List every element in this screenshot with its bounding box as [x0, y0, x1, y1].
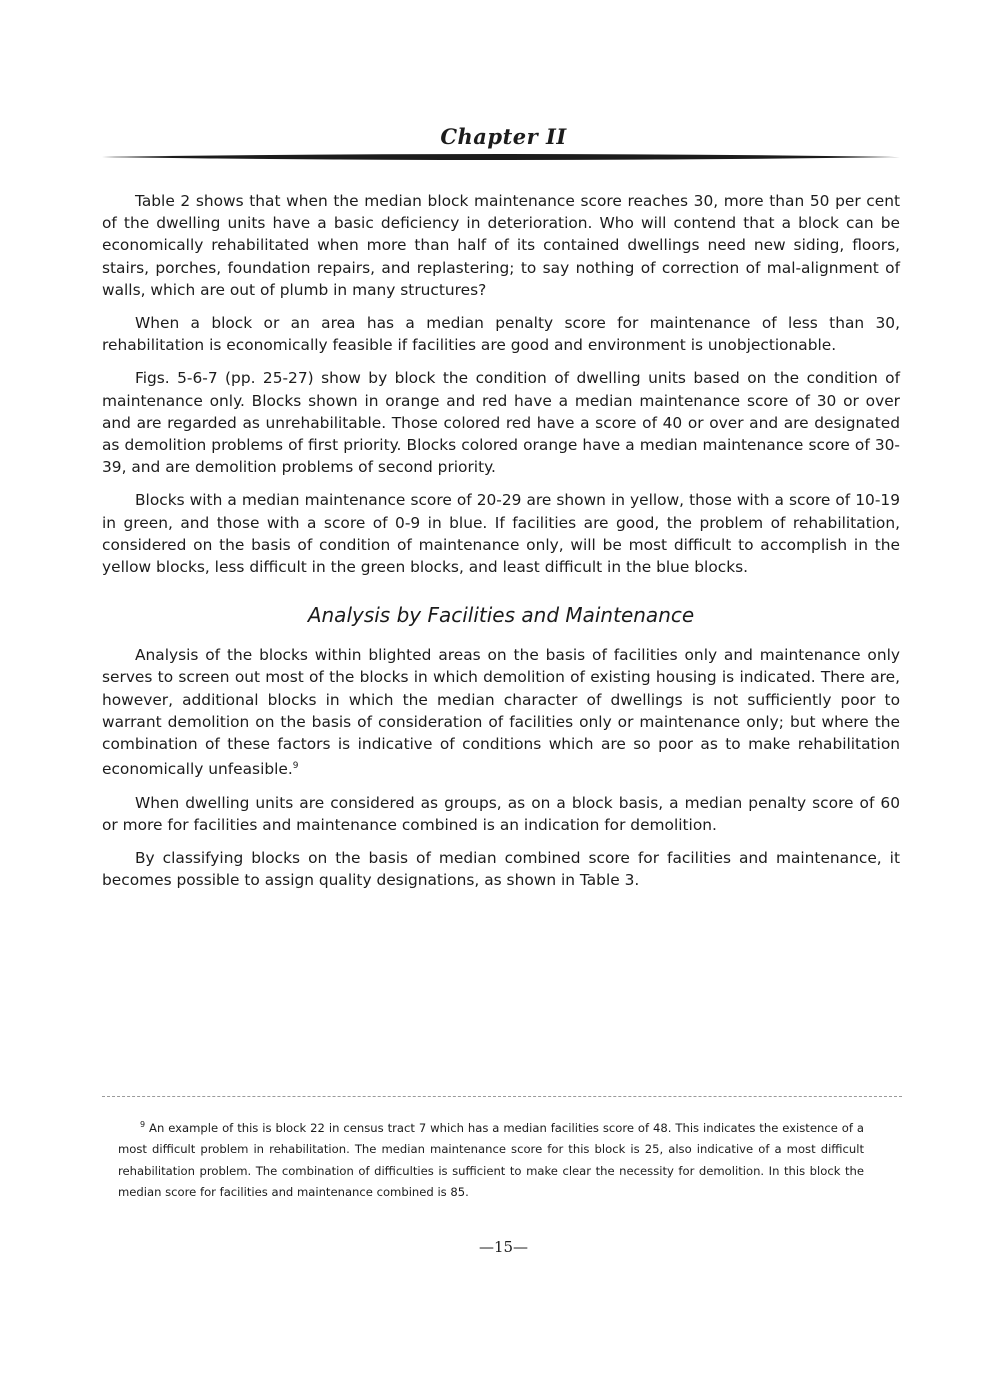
- page-number: —15—: [478, 1238, 529, 1256]
- section-paragraph-3: By classifying blocks on the basis of median combined score for facilities and maintenance, it becomes possible to assign quality designations, as shown in Table 3.: [102, 849, 900, 890]
- main-text: [102, 190, 900, 902]
- paragraph-4: Blocks with a median maintenance score of 20-29 are shown in yellow, those with a score of 10-19 in green, and those with a score of 0-9 in blue. If facilities are good, the problem of rehabilitation, considered on the basis of condition of maintenance only, will be most difficult to accomplish in the yellow blocks, less difficult in the green blocks, and least difficult in the blue blocks.: [102, 491, 900, 577]
- footnote: [118, 1114, 864, 1204]
- paragraph-3: Figs. 5-6-7 (pp. 25-27) show by block the condition of dwelling units based on the condition of maintenance only. Blocks shown in orange and red have a median maintenance score of 30 or over and are regarded as unrehabilitable. Those colored red have a score of 40 or over and are designated as demolition problems of first priority. Blocks colored orange have a median maintenance score of 30-39, and are demolition problems of second priority.: [102, 369, 900, 477]
- footnote-reference: 9: [292, 761, 299, 772]
- title-rule: [102, 151, 900, 165]
- section-heading: Analysis by Facilities and Maintenance: [307, 603, 695, 628]
- section-paragraph-1: [102, 644, 900, 780]
- paragraph-2: When a block or an area has a median penalty score for maintenance of less than 30, rehabilitation is economically feasible if facilities are good and environment is unobjectionable.: [102, 314, 900, 355]
- section-paragraph-1-text: Analysis of the blocks within blighted areas on the basis of facilities only and maintenance only serves to screen out most of the blocks in which demolition of existing housing is indicated. There are, however, additional blocks in which the median character of dwellings is not sufficiently poor to warrant demolition on the basis of consideration of facilities only or maintenance only; but where the combination of these factors is indicative of conditions which are so poor as to make rehabilitation economically unfeasible.: [102, 646, 900, 779]
- chapter-title: Chapter II: [440, 124, 567, 149]
- footnote-divider: [102, 1096, 902, 1097]
- footnote-text: An example of this is block 22 in census tract 7 which has a median facilities score of 48. This indicates the existence of a most difficult problem in rehabilitation. The median maintenance score for this block is 25, also indicative of a most difficult rehabilitation problem. The combination of difficulties is sufficient to make clear the necessity for demolition. In this block the median score for facilities and maintenance combined is 85.: [118, 1120, 864, 1200]
- section-paragraph-2: When dwelling units are considered as groups, as on a block basis, a median penalty score of 60 or more for facilities and maintenance combined is an indication for demolition.: [102, 793, 900, 834]
- paragraph-1: Table 2 shows that when the median block maintenance score reaches 30, more than 50 per cent of the dwelling units have a basic deficiency in deterioration. Who will contend that a block can be economically rehabilitated when more than half of its contained dwellings need new siding, floors, stairs, porches, foundation repairs, and replastering; to say nothing of correction of mal-alignment of walls, which are out of plumb in many structures?: [102, 192, 900, 299]
- footnote-marker: 9: [140, 1120, 146, 1129]
